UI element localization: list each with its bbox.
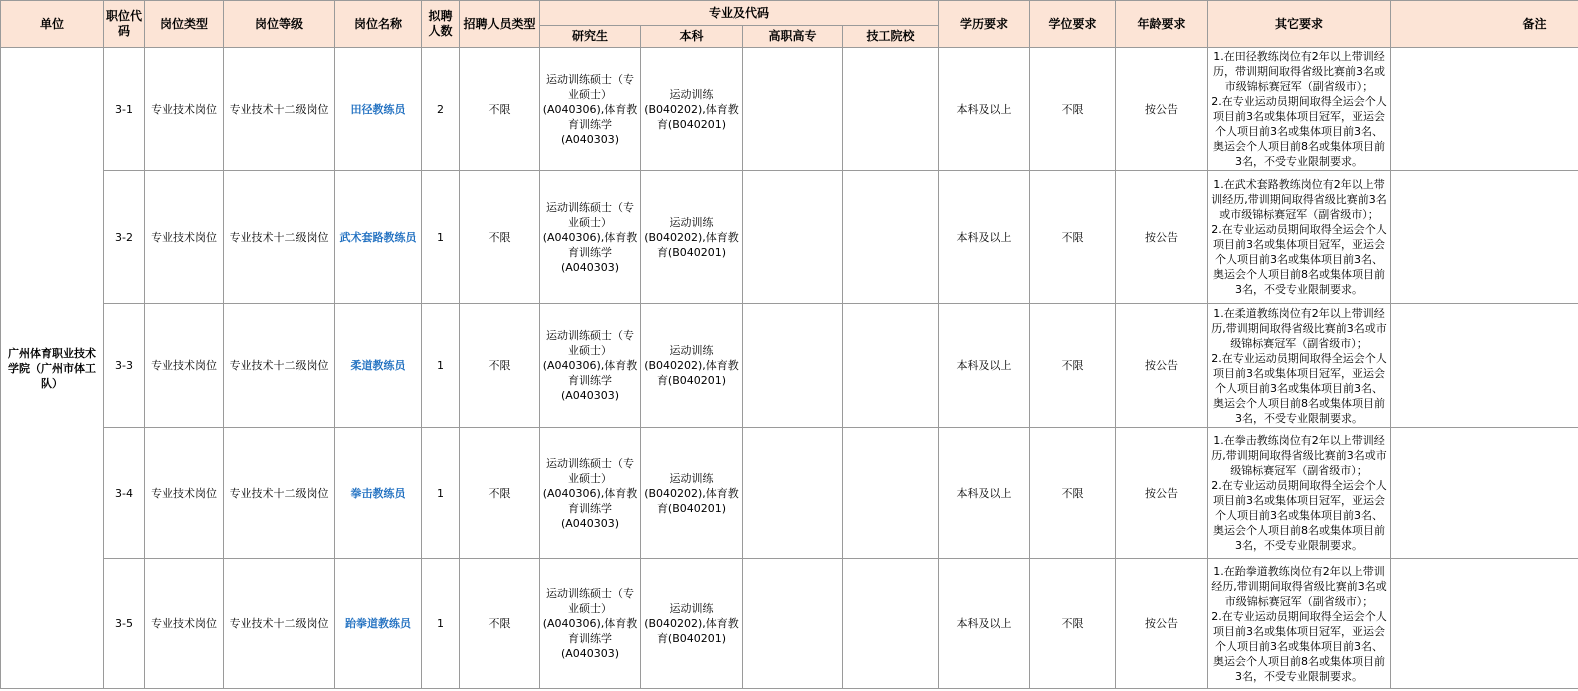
cell-degree: 不限 [1030,48,1116,171]
cell-grad-major: 运动训练硕士（专业硕士）(A040306),体育教育训练学(A040303) [540,48,641,171]
cell-vocational-major [743,559,843,689]
cell-bachelor-major: 运动训练(B040202),体育教育(B040201) [641,48,743,171]
header-age: 年龄要求 [1116,1,1208,48]
cell-post-name: 田径教练员 [335,48,422,171]
cell-planned-count: 1 [422,559,460,689]
cell-grad-major: 运动训练硕士（专业硕士）(A040306),体育教育训练学(A040303) [540,171,641,304]
table-row [1,171,1578,304]
cell-grad-major: 运动训练硕士（专业硕士）(A040306),体育教育训练学(A040303) [540,559,641,689]
cell-post-level: 专业技术十二级岗位 [224,48,335,171]
header-post-level: 岗位等级 [224,1,335,48]
cell-post-code: 3-1 [104,48,145,171]
cell-post-type: 专业技术岗位 [145,48,224,171]
cell-degree: 不限 [1030,304,1116,428]
cell-education: 本科及以上 [939,559,1030,689]
header-technical: 技工院校 [843,26,939,48]
cell-vocational-major [743,304,843,428]
cell-technical-major [843,171,939,304]
cell-bachelor-major: 运动训练(B040202),体育教育(B040201) [641,304,743,428]
other-req-line-2: 2.在专业运动员期间取得全运会个人项目前3名或集体项目冠军，亚运会个人项目前3名或集体项目前3名、奥运会个人项目前8名或集体项目前3名，不受专业限制要求。 [1211,479,1387,552]
header-unit: 单位 [1,1,104,48]
header-major-group: 专业及代码 [540,1,939,26]
cell-post-type: 专业技术岗位 [145,304,224,428]
header-vocational: 高职高专 [743,26,843,48]
cell-post-code: 3-4 [104,428,145,559]
header-post-name: 岗位名称 [335,1,422,48]
cell-bachelor-major: 运动训练(B040202),体育教育(B040201) [641,428,743,559]
header-other: 其它要求 [1208,1,1391,48]
table-row [1,428,1578,559]
cell-post-code: 3-5 [104,559,145,689]
cell-age: 按公告 [1116,428,1208,559]
cell-other-requirements [1208,304,1391,428]
cell-age: 按公告 [1116,304,1208,428]
cell-education: 本科及以上 [939,304,1030,428]
cell-recruit-type: 不限 [460,171,540,304]
cell-vocational-major [743,428,843,559]
cell-education: 本科及以上 [939,171,1030,304]
header-planned-count: 拟聘人数 [422,1,460,48]
cell-planned-count: 1 [422,304,460,428]
cell-vocational-major [743,171,843,304]
cell-post-name: 跆拳道教练员 [335,559,422,689]
cell-recruit-type: 不限 [460,559,540,689]
cell-post-level: 专业技术十二级岗位 [224,559,335,689]
cell-other-requirements [1208,428,1391,559]
header-education: 学历要求 [939,1,1030,48]
cell-grad-major: 运动训练硕士（专业硕士）(A040306),体育教育训练学(A040303) [540,428,641,559]
cell-technical-major [843,559,939,689]
cell-remarks [1391,559,1578,689]
header-post-type: 岗位类型 [145,1,224,48]
header-degree: 学位要求 [1030,1,1116,48]
header-grad: 研究生 [540,26,641,48]
cell-post-type: 专业技术岗位 [145,428,224,559]
cell-remarks [1391,304,1578,428]
cell-post-type: 专业技术岗位 [145,559,224,689]
cell-age: 按公告 [1116,559,1208,689]
other-req-line-2: 2.在专业运动员期间取得全运会个人项目前3名或集体项目冠军，亚运会个人项目前3名或集体项目前3名、奥运会个人项目前8名或集体项目前3名，不受专业限制要求。 [1211,609,1387,683]
cell-technical-major [843,428,939,559]
cell-technical-major [843,304,939,428]
cell-post-type: 专业技术岗位 [145,171,224,304]
cell-post-level: 专业技术十二级岗位 [224,171,335,304]
cell-recruit-type: 不限 [460,304,540,428]
header-bachelor: 本科 [641,26,743,48]
other-req-line-2: 2.在专业运动员期间取得全运会个人项目前3名或集体项目冠军，亚运会个人项目前3名或集体项目前3名、奥运会个人项目前8名或集体项目前3名，不受专业限制要求。 [1211,95,1387,168]
cell-technical-major [843,48,939,171]
table-row [1,304,1578,428]
cell-age: 按公告 [1116,48,1208,171]
cell-education: 本科及以上 [939,48,1030,171]
cell-degree: 不限 [1030,559,1116,689]
cell-post-level: 专业技术十二级岗位 [224,428,335,559]
header-row-top [1,1,1578,26]
cell-planned-count: 1 [422,171,460,304]
cell-age: 按公告 [1116,171,1208,304]
header-remarks: 备注 [1391,1,1578,48]
cell-post-code: 3-2 [104,171,145,304]
cell-bachelor-major: 运动训练(B040202),体育教育(B040201) [641,559,743,689]
other-req-line-2: 2.在专业运动员期间取得全运会个人项目前3名或集体项目冠军，亚运会个人项目前3名或集体项目前3名、奥运会个人项目前8名或集体项目前3名，不受专业限制要求。 [1211,351,1387,425]
table-row [1,559,1578,689]
header-post-code: 职位代码 [104,1,145,48]
other-req-line-1: 1.在武术套路教练岗位有2年以上带训经历,带训期间取得省级比赛前3名或市级锦标赛冠军（副省级市）； [1211,178,1387,221]
cell-post-name: 柔道教练员 [335,304,422,428]
unit-name-cell: 广州体育职业技术学院（广州市体工队） [1,48,104,689]
cell-degree: 不限 [1030,428,1116,559]
cell-planned-count: 2 [422,48,460,171]
cell-post-name: 拳击教练员 [335,428,422,559]
header-recruit-type: 招聘人员类型 [460,1,540,48]
other-req-line-1: 1.在拳击教练岗位有2年以上带训经历,带训期间取得省级比赛前3名或市级锦标赛冠军（副省级市）； [1211,434,1387,477]
table-row [1,48,1578,171]
cell-remarks [1391,428,1578,559]
cell-planned-count: 1 [422,428,460,559]
cell-remarks [1391,48,1578,171]
cell-other-requirements [1208,171,1391,304]
cell-recruit-type: 不限 [460,48,540,171]
cell-other-requirements [1208,48,1391,171]
cell-vocational-major [743,48,843,171]
cell-bachelor-major: 运动训练(B040202),体育教育(B040201) [641,171,743,304]
cell-post-name: 武术套路教练员 [335,171,422,304]
cell-recruit-type: 不限 [460,428,540,559]
cell-grad-major: 运动训练硕士（专业硕士）(A040306),体育教育训练学(A040303) [540,304,641,428]
other-req-line-2: 2.在专业运动员期间取得全运会个人项目前3名或集体项目冠军，亚运会个人项目前3名或集体项目前3名、奥运会个人项目前8名或集体项目前3名，不受专业限制要求。 [1211,223,1387,296]
cell-degree: 不限 [1030,171,1116,304]
other-req-line-1: 1.在柔道教练岗位有2年以上带训经历,带训期间取得省级比赛前3名或市级锦标赛冠军（副省级市）； [1211,306,1387,350]
other-req-line-1: 1.在跆拳道教练岗位有2年以上带训经历,带训期间取得省级比赛前3名或市级锦标赛冠军（副省级市）； [1211,564,1387,608]
cell-post-code: 3-3 [104,304,145,428]
cell-other-requirements [1208,559,1391,689]
cell-post-level: 专业技术十二级岗位 [224,304,335,428]
other-req-line-1: 1.在田径教练岗位有2年以上带训经历，带训期间取得省级比赛前3名或市级锦标赛冠军（副省级市）； [1213,50,1386,93]
cell-education: 本科及以上 [939,428,1030,559]
cell-remarks [1391,171,1578,304]
